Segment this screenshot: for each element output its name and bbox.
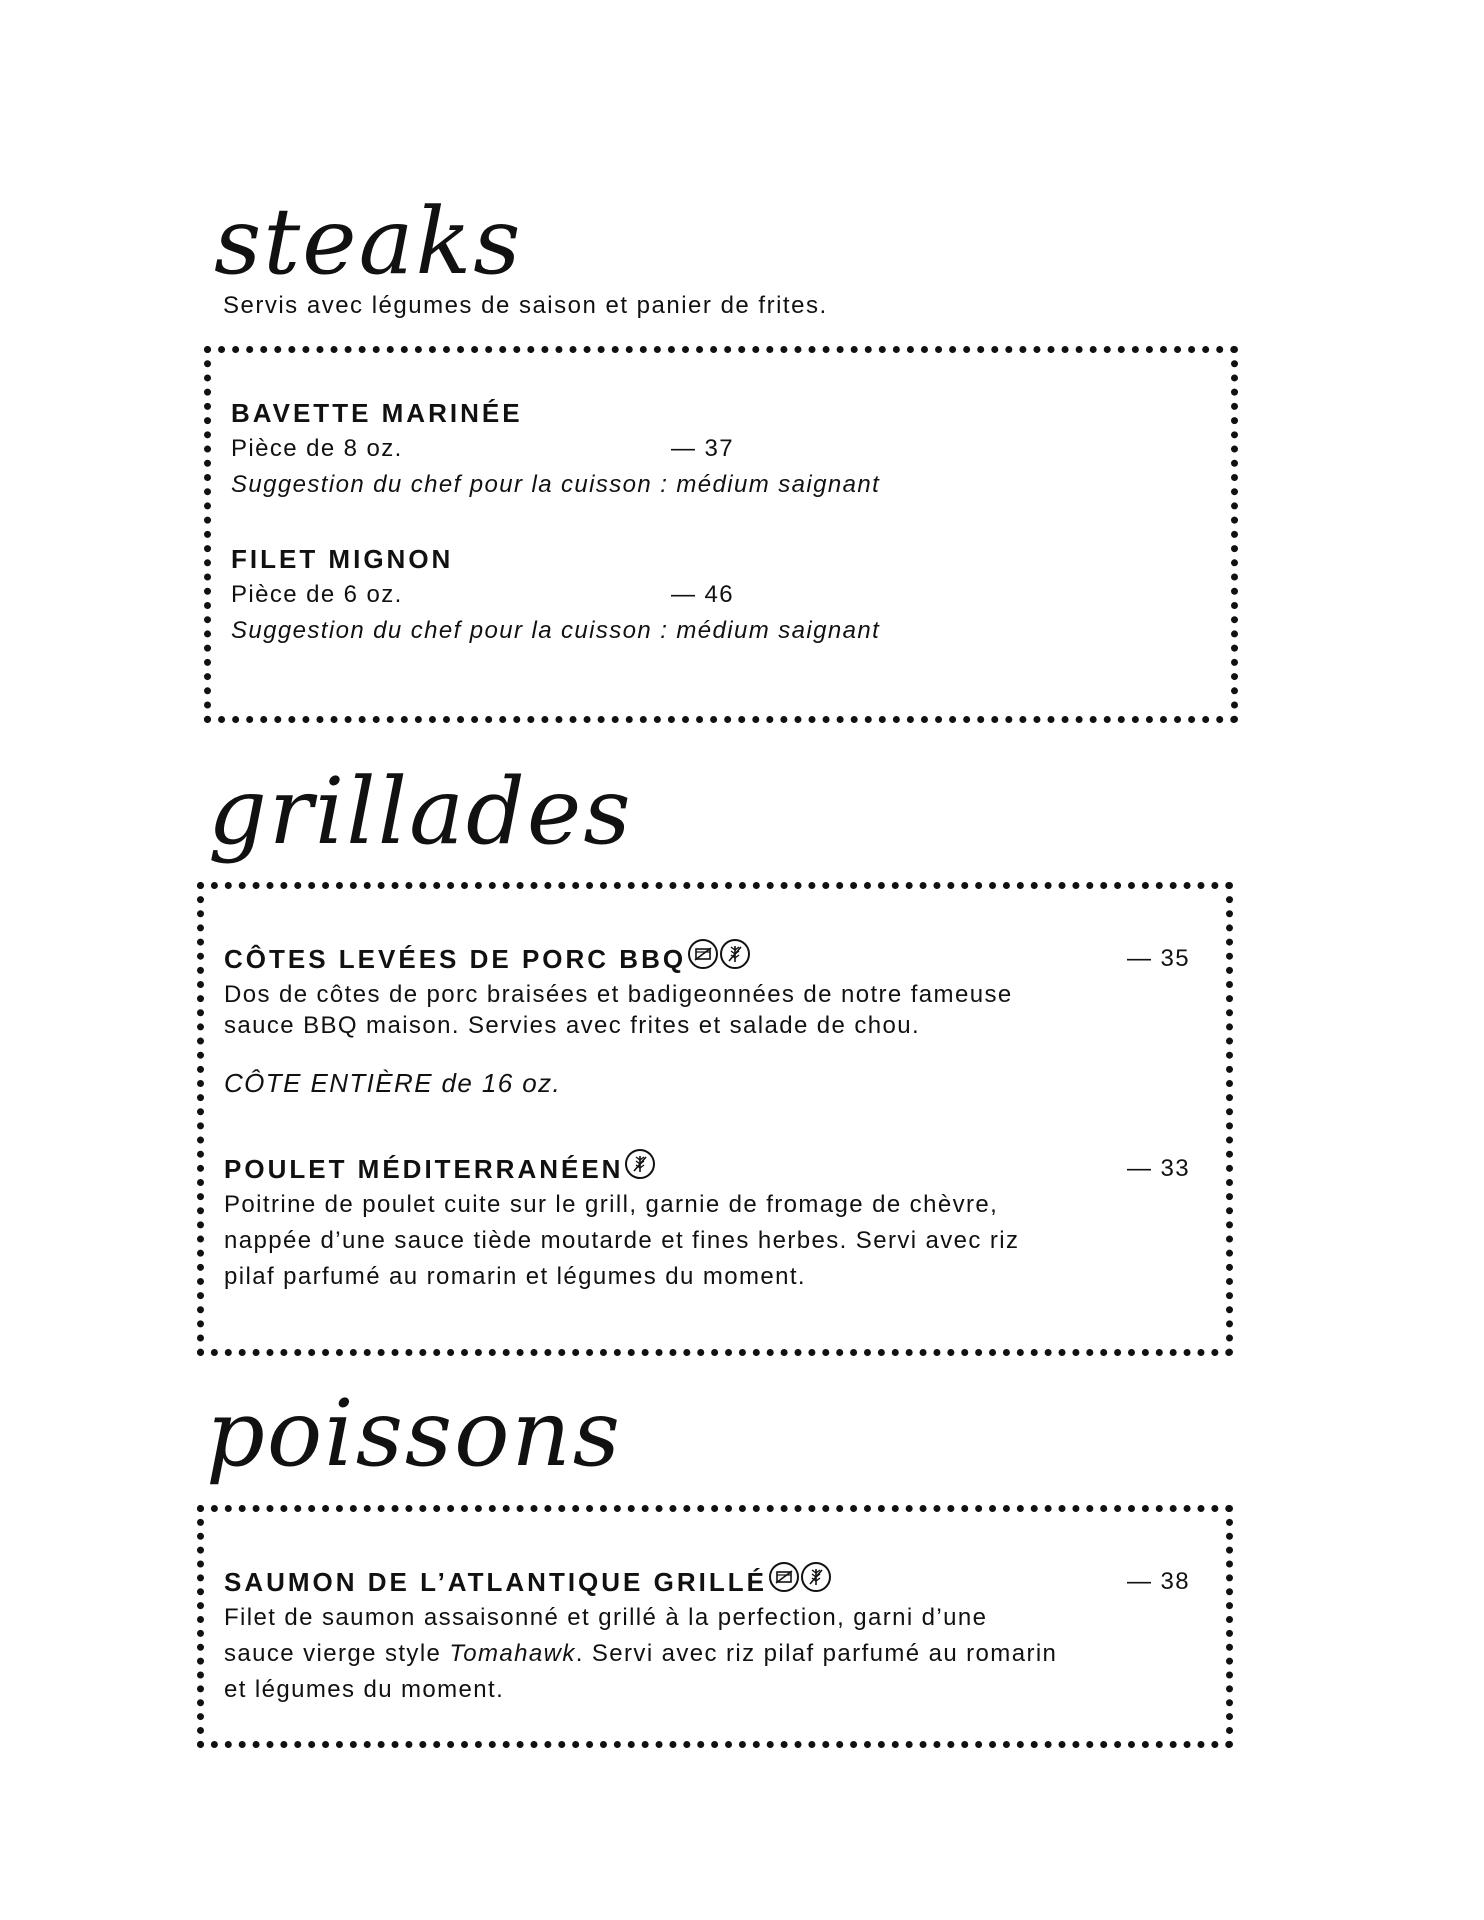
item-name: POULET MÉDITERRANÉEN	[224, 1154, 624, 1184]
menu-item	[231, 395, 1195, 503]
item-description: et légumes du moment.	[224, 1676, 505, 1703]
item-price: — 33	[1127, 1155, 1190, 1182]
item-name: FILET MIGNON	[231, 544, 454, 574]
menu-box-steaks	[204, 346, 1238, 723]
menu-item	[224, 941, 1190, 1101]
item-price: — 38	[1127, 1568, 1190, 1595]
item-price: — 46	[671, 581, 734, 608]
section-subtitle-steaks: Servis avec légumes de saison et panier de frites.	[223, 292, 828, 319]
item-description: nappée d’une sauce tiède moutarde et fines herbes. Servi avec riz	[224, 1227, 1020, 1254]
item-portion: Pièce de 6 oz.	[231, 581, 403, 608]
desc-text: sauce vierge style	[224, 1640, 450, 1667]
item-description: pilaf parfumé au romarin et légumes du moment.	[224, 1263, 806, 1290]
item-description: sauce BBQ maison. Servies avec frites et salade de chou.	[224, 1012, 921, 1039]
item-description: Poitrine de poulet cuite sur le grill, garnie de fromage de chèvre,	[224, 1191, 999, 1218]
menu-item	[224, 1151, 1190, 1295]
menu-item	[224, 1564, 1190, 1708]
item-name: SAUMON DE L’ATLANTIQUE GRILLÉ	[224, 1567, 767, 1597]
menu-box-grillades	[197, 882, 1233, 1356]
item-description	[224, 1636, 1190, 1672]
item-description: Dos de côtes de porc braisées et badigeonnées de notre fameuse	[224, 981, 1013, 1008]
desc-text: . Servi avec riz pilaf parfumé au romarin	[575, 1640, 1058, 1667]
item-name: CÔTES LEVÉES DE PORC BBQ	[224, 944, 687, 974]
dairy-free-icon	[769, 1562, 799, 1592]
item-price: — 35	[1127, 945, 1190, 972]
section-title-poissons: poissons	[206, 1380, 622, 1487]
menu-item	[231, 541, 1195, 649]
section-title-steaks: steaks	[214, 188, 523, 295]
desc-emphasis: Tomahawk	[449, 1640, 576, 1667]
gluten-free-icon	[720, 939, 750, 969]
item-extra: CÔTE ENTIÈRE de 16 oz.	[224, 1068, 562, 1098]
item-note: Suggestion du chef pour la cuisson : médium saignant	[231, 471, 881, 498]
dairy-free-icon	[688, 939, 718, 969]
item-note: Suggestion du chef pour la cuisson : médium saignant	[231, 617, 881, 644]
item-description: Filet de saumon assaisonné et grillé à la perfection, garni d’une	[224, 1604, 988, 1631]
item-name: BAVETTE MARINÉE	[231, 398, 523, 428]
gluten-free-icon	[625, 1149, 655, 1179]
section-title-grillades: grillades	[208, 758, 633, 865]
item-portion: Pièce de 8 oz.	[231, 435, 403, 462]
menu-box-poissons	[197, 1505, 1233, 1748]
item-price: — 37	[671, 435, 734, 462]
gluten-free-icon	[801, 1562, 831, 1592]
